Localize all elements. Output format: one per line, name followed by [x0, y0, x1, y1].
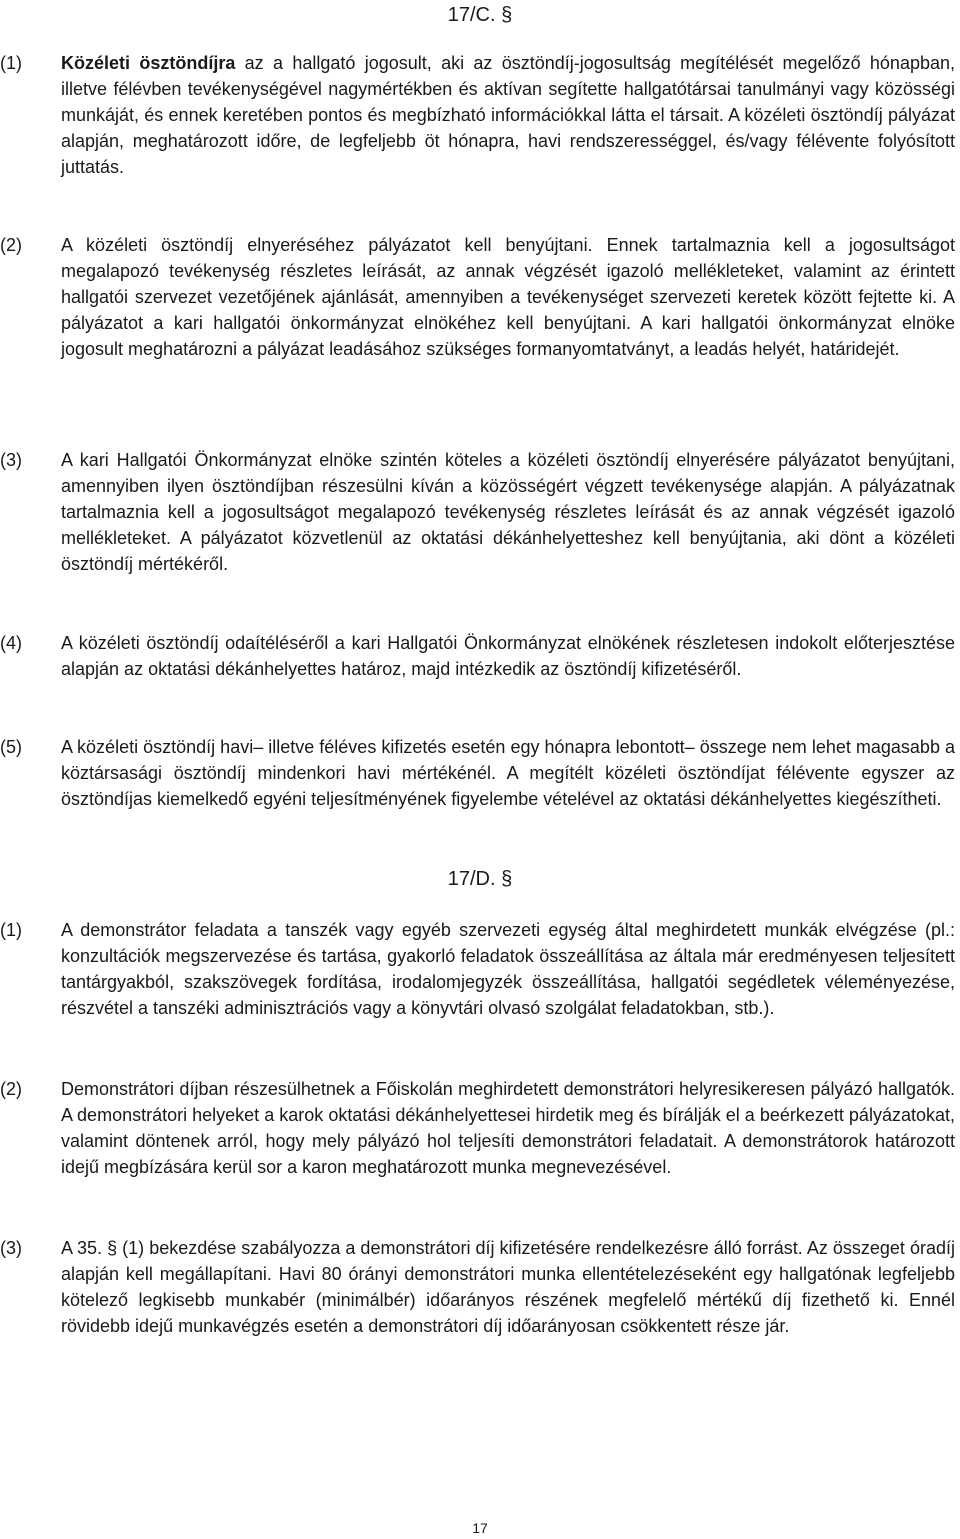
paragraph-number: (2)	[0, 1079, 22, 1099]
paragraph-17c-1	[0, 50, 955, 180]
paragraph-number: (5)	[0, 737, 22, 757]
section-heading-17c: 17/C. §	[447, 4, 513, 26]
page-number: 17	[472, 1520, 488, 1536]
paragraph-text: A közéleti ösztöndíj elnyeréséhez pályázatot kell benyújtani. Ennek tartalmaznia kell a jogosultságot megalapozó tevékenység részletes leírását, az annak végzését igazoló mellékleteket, valamint az érintett hallgatói szervezet vezetőjének ajánlását, amennyiben a tevékenységet szervezeti keretek között fejtette ki. A pályázatot a kari hallgatói önkormányzat elnökéhez kell benyújtani. A kari hallgatói önkormányzat elnöke jogosult meghatározni a pályázat leadásához szükséges formanyomtatványt, a leadás helyét, határidejét.	[61, 235, 955, 359]
paragraph-text: A közéleti ösztöndíj odaítéléséről a kari Hallgatói Önkormányzat elnökének részletesen indokolt előterjesztése alapján az oktatási dékánhelyettes határoz, majd intézkedik az ösztöndíj kifizetéséről.	[61, 633, 955, 679]
paragraph-number: (2)	[0, 235, 22, 255]
paragraph-text: A demonstrátor feladata a tanszék vagy egyéb szervezeti egység által meghirdetett munkák elvégzése (pl.: konzultációk megszervezése és tartása, gyakorló feladatok összeállítása az általa már eredményesen teljesített tantárgyakból, szakszövegek fordítása, irodalomjegyzék összeállítása, hallgatói segédletek véleményezése, részvétel a tanszéki adminisztrációs vagy a könyvtári olvasó szolgálat feladatokban, stb.).	[61, 920, 955, 1018]
paragraph-number: (3)	[0, 450, 22, 470]
paragraph-number: (3)	[0, 1238, 22, 1258]
paragraph-text	[61, 50, 955, 180]
paragraph-number: (4)	[0, 633, 22, 653]
paragraph-text: A kari Hallgatói Önkormányzat elnöke szintén köteles a közéleti ösztöndíj elnyerésére pályázatot benyújtani, amennyiben ilyen ösztöndíjban részesülni kíván a közösségért végzett tevékenysége alapján. A pályázatnak tartalmaznia kell a jogosultságot megalapozó tevékenység részletes leírását és az annak végzését igazoló mellékleteket. A pályázatot közvetlenül az oktatási dékánhelyetteshez kell benyújtania, aki dönt a közéleti ösztöndíj mértékéről.	[61, 450, 955, 574]
paragraph-body: az a hallgató jogosult, aki az ösztöndíj-jogosultság megítélését megelőző hónapban, illetve félévben tevékenységével nagymértékben és aktívan segítette hallgatótársai tanulmányi vagy közösségi munkáját, és ennek keretében pontos és megbízható információkkal látta el társait. A közéleti ösztöndíj pályázat alapján, meghatározott időre, de legfeljebb öt hónapra, havi rendszerességgel, és/vagy félévente folyósított juttatás.	[61, 53, 956, 177]
paragraph-17d-2	[0, 1076, 955, 1180]
paragraph-17c-4	[0, 630, 955, 682]
paragraph-text: A 35. § (1) bekezdése szabályozza a demonstrátori díj kifizetésére rendelkezésre álló forrást. Az összeget óradíj alapján kell megállapítani. Havi 80 órányi demonstrátori munka ellentételezéseként egy hallgatónak legfeljebb kötelező legkisebb munkabér (minimálbér) időarányos részének megfelelő mértékű díj fizethető ki. Ennél rövidebb idejű munkavégzés esetén a demonstrátori díj időarányosan csökkentett része jár.	[61, 1238, 955, 1336]
paragraph-text: Demonstrátori díjban részesülhetnek a Főiskolán meghirdetett demonstrátori helyresikeresen pályázó hallgatók. A demonstrátori helyeket a karok oktatási dékánhelyettesei hirdetik meg és bírálják el a beérkezett pályázatokat, valamint döntenek arról, hogy mely pályázó hol teljesíti demonstrátori feladatait. A demonstrátorok határozott idejű megbízására kerül sor a karon meghatározott munka megnevezésével.	[61, 1079, 955, 1177]
paragraph-text: A közéleti ösztöndíj havi– illetve féléves kifizetés esetén egy hónapra lebontott– összege nem lehet magasabb a köztársasági ösztöndíj mindenkori havi mértékénél. A megítélt közéleti ösztöndíjat félévente egyszer az ösztöndíjas kiemelkedő egyéni teljesítményének figyelembe vételével az oktatási dékánhelyettes kiegészítheti.	[61, 737, 955, 809]
paragraph-17c-3	[0, 447, 955, 577]
paragraph-number: (1)	[0, 53, 22, 73]
paragraph-17c-5	[0, 734, 955, 812]
paragraph-17d-3	[0, 1235, 955, 1339]
section-heading-17d: 17/D. §	[447, 868, 513, 890]
paragraph-number: (1)	[0, 920, 22, 940]
paragraph-17c-2	[0, 232, 955, 362]
term-bold: Közéleti ösztöndíjra	[61, 53, 236, 73]
paragraph-17d-1	[0, 917, 955, 1021]
